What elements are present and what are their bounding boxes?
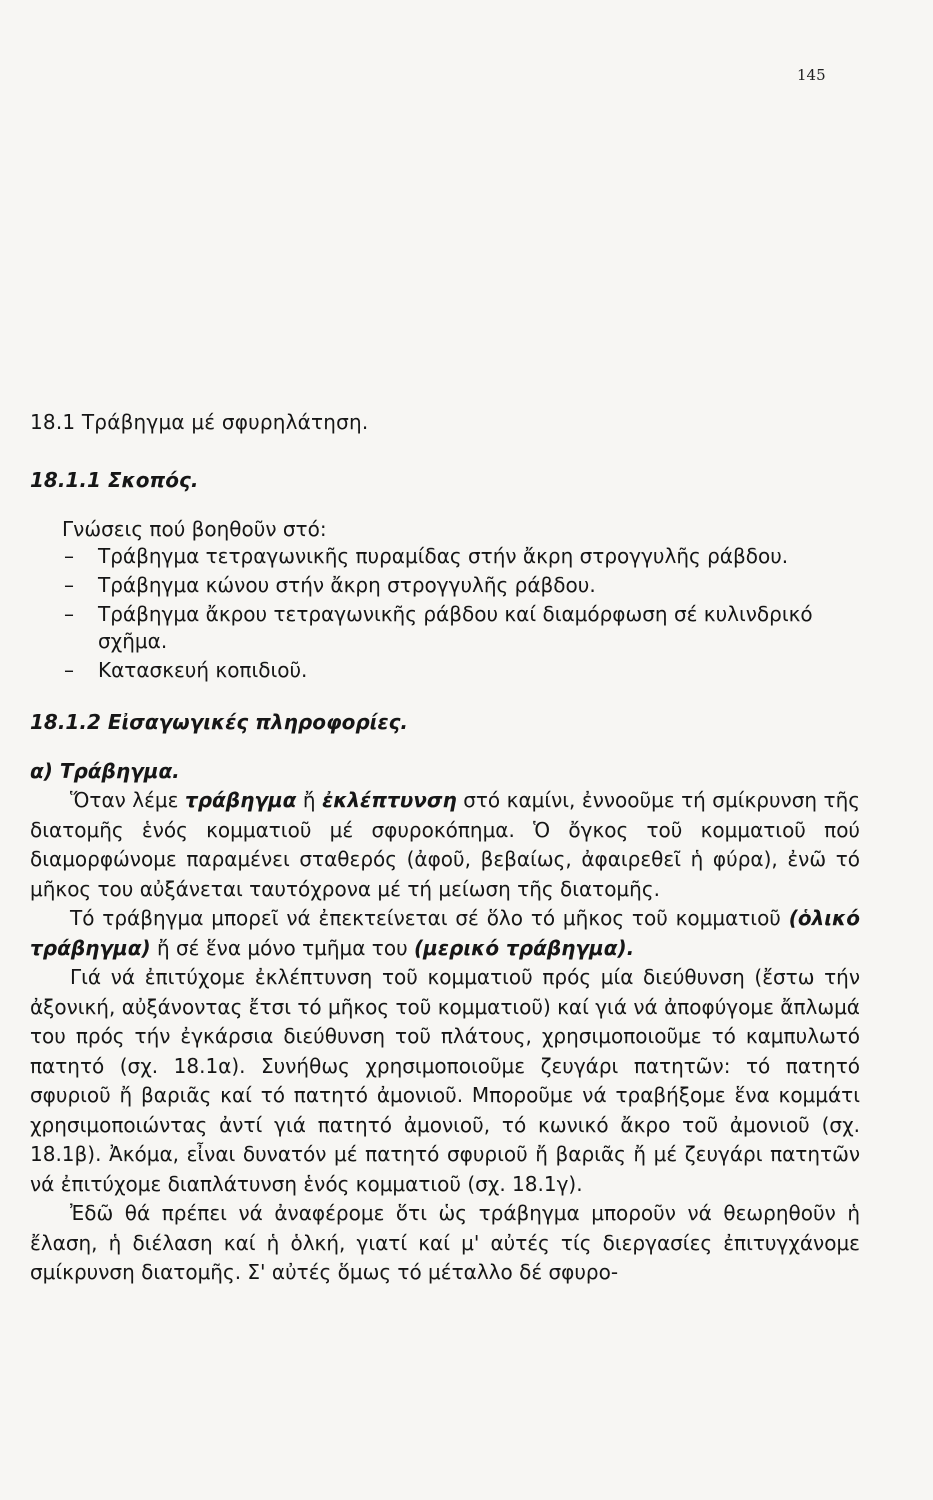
dash-bullet: – [64, 658, 74, 682]
paragraph-2-text: Τό τράβηγμα μπορεῖ νά ἐπεκτείνεται σέ ὅλο τό μῆκος τοῦ κομματιοῦ [70, 906, 789, 930]
paragraph-1 [30, 786, 860, 904]
paragraph-1-text: στό καμίνι, ἐννοοῦμε τή σμίκρυνση τῆς διατομῆς ἑνός κομματιοῦ μέ σφυροκόπημα. Ὁ ὄγκος τοῦ κομματιοῦ πού διαμορφώνομε παραμένει σταθερός (ἀφοῦ, βεβαίως, ἀφαιρεθεῖ ἡ φύρα), ἐνῶ τό μῆκος του αὐξάνεται ταυτόχρονα μέ τή μείωση τῆς διατομῆς. [30, 788, 860, 901]
term-oliko: (ὁλικό τράβηγμα) [30, 906, 860, 960]
paragraph-1-text: Ὅταν λέμε [70, 788, 185, 812]
list-item [30, 601, 860, 655]
paragraph-2-text: ἤ σέ ἕνα μόνο τμῆμα του [150, 935, 415, 960]
paragraph-1-text: ἤ [296, 788, 323, 812]
purpose-list [30, 543, 860, 684]
dash-bullet: – [64, 573, 74, 597]
list-item-text: Τράβηγμα ἄκρου τετραγωνικῆς ράβδου καί διαμόρφωση σέ κυλινδρικό σχῆμα. [98, 602, 813, 653]
subsection-a-heading: α) Τράβηγμα. [30, 759, 180, 783]
list-item [30, 572, 860, 599]
subsection-2-heading: 18.1.2 Εἰσαγωγικές πληροφορίες. [30, 710, 409, 734]
purpose-intro: Γνώσεις πού βοηθοῦν στό: [62, 517, 327, 541]
list-item-text: Κατασκευή κοπιδιοῦ. [98, 658, 308, 682]
section-heading: 18.1 Τράβηγμα μέ σφυρηλάτηση. [30, 410, 369, 434]
dash-bullet: – [64, 602, 74, 626]
list-item-text: Τράβηγμα κώνου στήν ἄκρη στρογγυλῆς ράβδου. [98, 573, 596, 597]
paragraph-2 [30, 904, 860, 963]
term-travigma: τράβηγμα [184, 788, 297, 812]
dash-bullet: – [64, 544, 74, 568]
list-item-text: Τράβηγμα τετραγωνικῆς πυραμίδας στήν ἄκρη στρογγυλῆς ράβδου. [98, 544, 789, 568]
paragraph-3: Γιά νά ἐπιτύχομε ἐκλέπτυνση τοῦ κομματιοῦ πρός μία διεύθυνση (ἔστω τήν ἀξονική, αὐξάνοντας ἔτσι τό μῆκος τοῦ κομματιοῦ) καί γιά νά ἀποφύγομε ἄπλωμά του πρός τήν ἐγκάρσια διεύθυνση τοῦ πλάτους, χρησιμοποιοῦμε τό καμπυλωτό πατητό (σχ. 18.1α). Συνήθως χρησιμοποιοῦμε ζευγάρι πατητῶν: τό πατητό σφυριοῦ ἤ βαριᾶς καί τό πατητό ἀμονιοῦ. Μποροῦμε νά τραβήξομε ἕνα κομμάτι χρησιμοποιώντας ἀντί γιά πατητό ἀμονιοῦ, τό κωνικό ἄκρο τοῦ ἀμονιοῦ (σχ. 18.1β). Ἀκόμα, εἶναι δυνατόν μέ πατητό σφυριοῦ ἤ βαριᾶς ἤ μέ ζευγάρι πατητῶν νά ἐπιτύχομε διαπλάτυνση ἑνός κομματιοῦ (σχ. 18.1γ). [30, 965, 860, 1196]
list-item [30, 657, 860, 684]
subsection-1-heading: 18.1.1 Σκοπός. [30, 468, 199, 492]
list-item [30, 543, 860, 570]
term-meriko: (μερικό τράβηγμα). [414, 935, 635, 960]
term-eklepty: ἐκλέπτυνση [322, 788, 457, 812]
paragraph-4: Ἐδῶ θά πρέπει νά ἀναφέρομε ὅτι ὡς τράβηγμα μποροῦν νά θεωρηθοῦν ἡ ἔλαση, ἡ διέλαση καί ἡ ὁλκή, γιατί καί μ' αὐτές τίς διεργασίες ἐπιτυγχάνομε σμίκρυνση διατομῆς. Σ' αὐτές ὅμως τό μέταλλο δέ σφυρο- [30, 1201, 860, 1284]
page-number: 145 [797, 66, 826, 84]
page-content [30, 402, 860, 1288]
